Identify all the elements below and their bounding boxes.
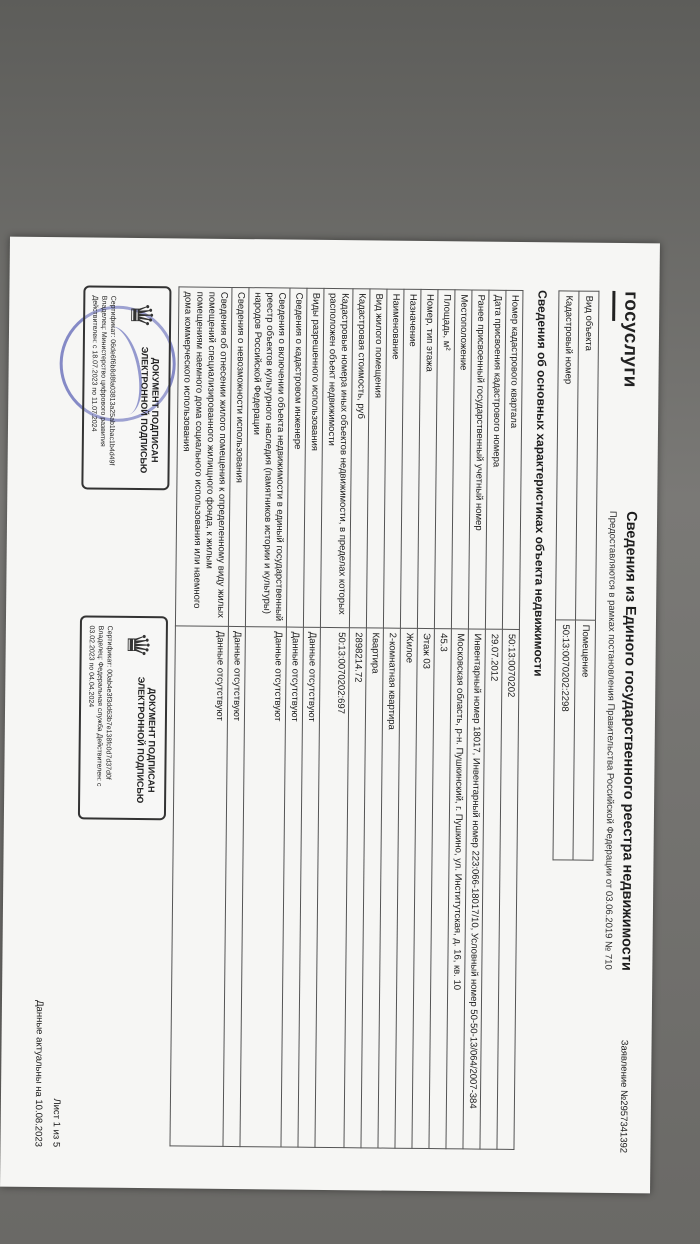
row-key: Сведения о включении объекта недвижимости в единый государственный реестр объектов культурного наследия (памятников истории и культуры) народов Российской Федерации bbox=[245, 288, 290, 627]
row-value: Этаж 03 bbox=[412, 628, 434, 1148]
document-subtitle: Предоставляются в рамках постановления Правительства Российской Федерации от 03.06.2019 № 710 bbox=[602, 510, 619, 970]
row-key: Кадастровые номера иных объектов недвижимости, в пределах которых расположен объект недвижимости bbox=[320, 288, 353, 627]
row-value: 45.3 bbox=[429, 629, 451, 1149]
row-key: Наименование bbox=[383, 289, 404, 628]
row-value: Данные отсутствуют bbox=[170, 626, 228, 1147]
row-value: Помещение bbox=[573, 620, 596, 860]
gosuslugi-logo: госуслуги bbox=[619, 291, 642, 388]
row-value: Данные отсутствуют bbox=[281, 627, 303, 1147]
row-value: 50:13:0070202:2298 bbox=[553, 620, 576, 860]
row-key: Вид жилого помещения bbox=[366, 289, 387, 628]
stamp-title: ДОКУМЕНТ ПОДПИСАН ЭЛЕКТРОННОЙ ПОДПИСЬЮ bbox=[135, 676, 158, 804]
signature-stamp bbox=[81, 285, 171, 490]
row-key: Местоположение bbox=[451, 290, 472, 629]
signature-stamp bbox=[78, 615, 168, 820]
section-title: Сведения об основных характеристиках объекта недвижимости bbox=[531, 290, 550, 677]
stamp-details: Сертификат: 06de6f6b8d8fa03813a25ab1bac1b4d49f Владелец: Министерство цифрового развития Действителен: с 18.07.2023 по 11.07.2024 bbox=[89, 295, 117, 466]
row-key: Сведения о кадастровом инженере bbox=[286, 288, 307, 627]
sheet-number: Лист 1 из 5 bbox=[50, 1098, 62, 1148]
object-table bbox=[552, 290, 599, 860]
table-row bbox=[170, 287, 232, 1147]
row-key: Номер кадастрового квартала bbox=[502, 290, 523, 629]
characteristics-table bbox=[169, 286, 523, 1150]
stamp-details: Сертификат: 00ab4e3f3dd63b7e138fc0d7d37d0f Владелец: Федеральная служба Действителен: с 03.02.2023 по 04.04.2024 bbox=[87, 625, 113, 787]
row-value: Московская область, р-н. Пушкинский, г. Пушкино, ул. Институтская, д. 16, кв. 10 bbox=[446, 629, 468, 1149]
logo-underline bbox=[612, 291, 615, 321]
data-actual-date: Данные актуальны на 10.08.2023 bbox=[32, 1000, 45, 1148]
row-key: Кадастровый номер bbox=[556, 291, 579, 620]
eagle-emblem-icon: ♛ bbox=[120, 631, 154, 659]
eagle-emblem-icon: ♛ bbox=[124, 301, 158, 329]
row-key: Виды разрешенного использования bbox=[303, 288, 324, 627]
row-value: 50:13:0070202:697 bbox=[315, 627, 349, 1147]
row-key: Ранее присвоенный государственный учетный номер bbox=[468, 290, 489, 629]
row-value: Инвентарный номер 18017, Инвентарный номер 223:066-18017/10, Условный номер 50-50-13/064/2007-384 bbox=[463, 629, 485, 1149]
row-key: Номер, тип этажа bbox=[417, 289, 438, 628]
row-value: 50:13:0070202 bbox=[497, 629, 519, 1149]
row-value: 29.07.2012 bbox=[480, 629, 502, 1149]
row-key: Вид объекта bbox=[576, 291, 599, 620]
row-value: Данные отсутствуют bbox=[298, 627, 320, 1147]
row-value: Жилое bbox=[395, 628, 417, 1148]
row-value: Данные отсутствуют bbox=[223, 626, 245, 1146]
row-value: Квартира bbox=[361, 628, 383, 1148]
row-key: Назначение bbox=[400, 289, 421, 628]
row-key: Сведения о невозможности использования bbox=[228, 287, 249, 626]
row-value: 2898214.72 bbox=[344, 628, 366, 1148]
document-page bbox=[0, 237, 660, 1194]
row-key: Сведения об отнесении жилого помещения к определенному виду жилых помещений специализированного жилищного фонда, к жилым помещениям наемного дома социального использования или наемного дома коммерческого использования bbox=[175, 287, 232, 627]
application-number: Заявление №2957341392 bbox=[617, 1039, 630, 1154]
row-value: 2-комнатная квартира bbox=[378, 628, 400, 1148]
row-key: Кадастровая стоимость, руб bbox=[349, 289, 370, 628]
row-key: Площадь, м² bbox=[434, 290, 455, 629]
row-key: Дата присвоения кадастрового номера bbox=[485, 290, 506, 629]
row-value: Данные отсутствуют bbox=[240, 627, 286, 1147]
stamp-title: ДОКУМЕНТ ПОДПИСАН ЭЛЕКТРОННОЙ ПОДПИСЬЮ bbox=[138, 346, 161, 474]
document-title: Сведения из Единого государственного реестра недвижимости bbox=[618, 511, 640, 971]
